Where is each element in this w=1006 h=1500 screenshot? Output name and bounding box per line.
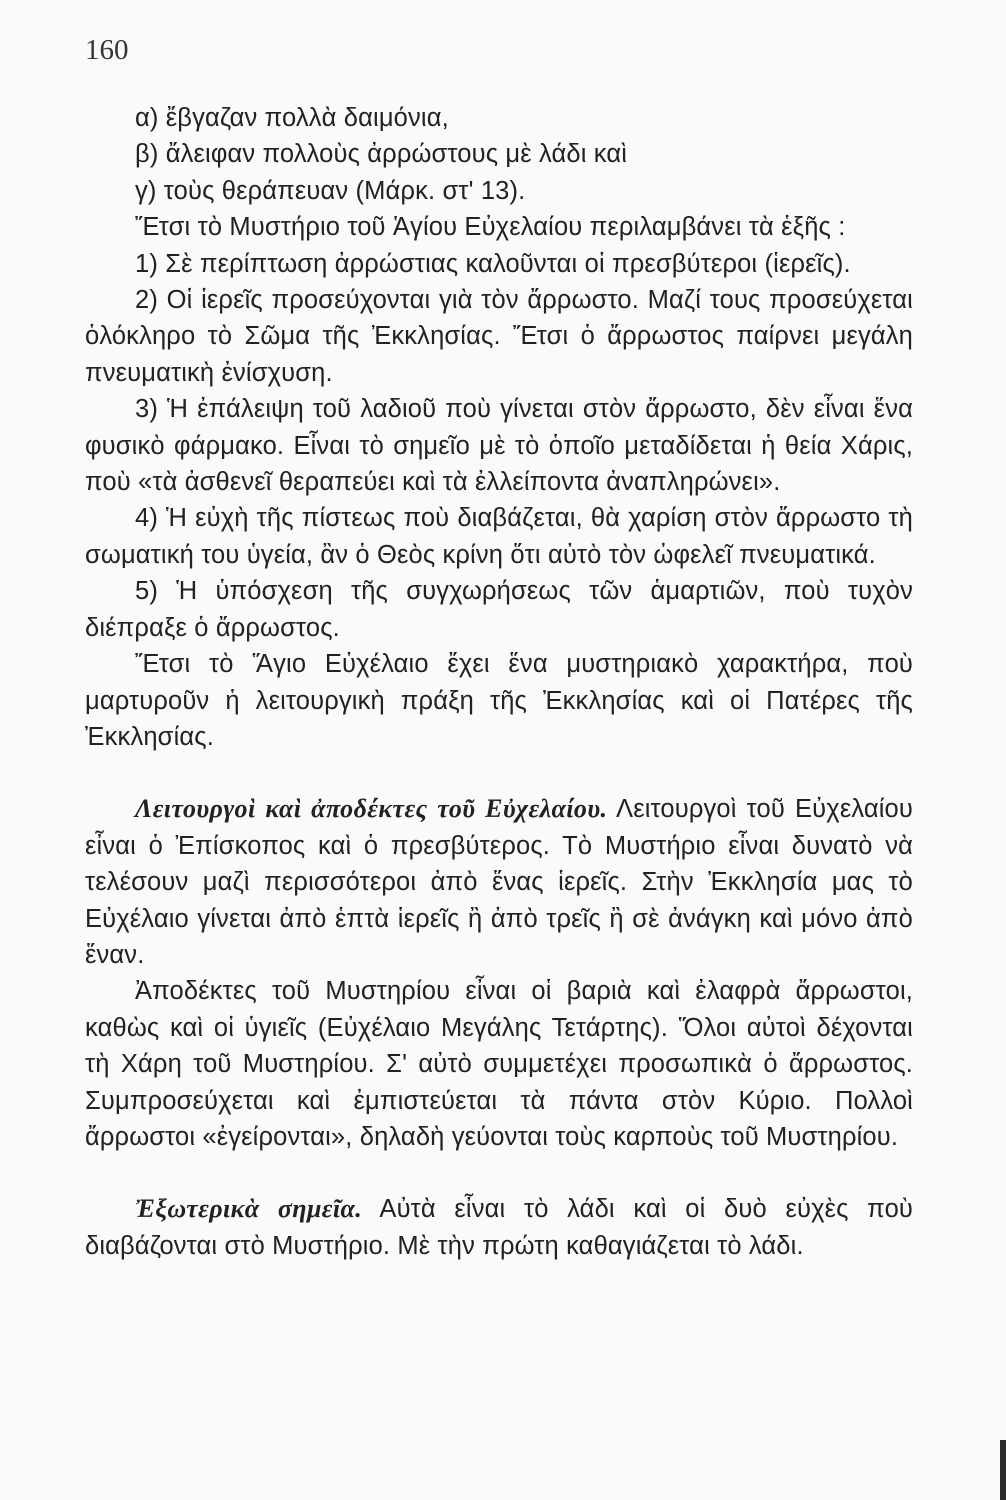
list-item-a: α) ἔβγαζαν πολλὰ δαιμόνια,: [135, 104, 449, 132]
recipients-paragraph: Ἀποδέκτες τοῦ Μυστηρίου εἶναι οἱ βαριὰ καὶ ἐλαφρὰ ἄρρωστοι, καθὼς καὶ οἱ ὑγιεῖς (Εὐχέλαιο Μεγάλης Τετάρτης). Ὅλοι αὐτοὶ δέχονται τὴ Χάρη τοῦ Μυστηρίου. Σ' αὐτὸ συμμετέχει προσωπικὰ ὁ ἄρρωστος. Συμπροσεύχεται καὶ ἐμπιστεύεται τὰ πάντα στὸν Κύριο. Πολλοὶ ἄρρωστοι «ἐγείρονται», δηλαδὴ γεύονται τοὺς καρποὺς τοῦ Μυστηρίου.: [85, 977, 913, 1151]
list-item-b: β) ἄλειφαν πολλοὺς ἀρρώστους μὲ λάδι καὶ: [135, 140, 628, 169]
list-item-c: γ) τοὺς θεράπευαν (Μάρκ. στ' 13).: [135, 176, 526, 205]
point-3: 3) Ἡ ἐπάλειψη τοῦ λαδιοῦ ποὺ γίνεται στὸν ἄρρωστο, δὲν εἶναι ἕνα φυσικὸ φάρμακο. Εἶναι τὸ σημεῖο μὲ τὸ ὁποῖο μεταδίδεται ἡ θεία Χάρις, ποὺ «τὰ ἀσθενεῖ θεραπεύει καὶ τὰ ἐλλείποντα ἀναπληρώνει».: [85, 395, 913, 497]
summary-paragraph: Ἔτσι τὸ Ἅγιο Εὐχέλαιο ἔχει ἕνα μυστηριακὸ χαρακτήρα, ποὺ μαρτυροῦν ἡ λειτουργικὴ πράξη τῆς Ἐκκλησίας καὶ οἱ Πατέρες τῆς Ἐκκλησίας.: [85, 650, 913, 751]
ministers-paragraph: [85, 791, 913, 973]
point-1: 1) Σὲ περίπτωση ἀρρώστιας καλοῦνται οἱ πρεσβύτεροι (ἱερεῖς).: [135, 249, 851, 278]
signs-paragraph: [85, 1191, 913, 1264]
point-5: 5) Ἡ ὑπόσχεση τῆς συγχωρήσεως τῶν ἁμαρτιῶν, ποὺ τυχὸν διέπραξε ὁ ἄρρωστος.: [85, 577, 913, 642]
page-text: [85, 100, 913, 1264]
page-number: 160: [85, 34, 129, 66]
point-2: 2) Οἱ ἱερεῖς προσεύχονται γιὰ τὸν ἄρρωστο. Μαζί τους προσεύχεται ὁλόκληρο τὸ Σῶμα τῆς Ἐκκλησίας. Ἔτσι ὁ ἄρρωστος παίρνει μεγάλη πνευματικὴ ἐνίσχυση.: [85, 286, 913, 387]
signs-text: Αὐτὰ εἶναι τὸ λάδι καὶ οἱ δυὸ εὐχὲς ποὺ διαβάζονται στὸ Μυστήριο. Μὲ τὴν πρώτη καθαγιάζεται τὸ λάδι.: [85, 1195, 913, 1260]
signs-heading: Ἐξωτερικὰ σημεῖα.: [135, 1194, 363, 1224]
point-4: 4) Ἡ εὐχὴ τῆς πίστεως ποὺ διαβάζεται, θὰ χαρίση στὸν ἄρρωστο τὴ σωματική του ὑγεία, ἂν ὁ Θεὸς κρίνη ὅτι αὐτὸ τὸν ὠφελεῖ πνευματικά.: [85, 504, 913, 569]
intro-paragraph: Ἔτσι τὸ Μυστήριο τοῦ Ἁγίου Εὐχελαίου περιλαμβάνει τὰ ἑξῆς :: [135, 213, 846, 242]
ministers-text: Λειτουργοὶ τοῦ Εὐχελαίου εἶναι ὁ Ἐπίσκοπος καὶ ὁ πρεσβύτερος. Τὸ Μυστήριο εἶναι δυνατὸ νὰ τελέσουν μαζὶ περισσότεροι ἀπὸ ἕνας ἱερεῖς. Στὴν Ἐκκλησία μας τὸ Εὐχέλαιο γίνεται ἀπὸ ἑπτὰ ἱερεῖς ἢ ἀπὸ τρεῖς ἢ σὲ ἀνάγκη καὶ μόνο ἀπὸ ἕναν.: [85, 795, 913, 969]
ministers-heading: Λειτουργοὶ καὶ ἀποδέκτες τοῦ Εὐχελαίου.: [135, 794, 608, 824]
page-edge-shadow: [1000, 1440, 1006, 1500]
